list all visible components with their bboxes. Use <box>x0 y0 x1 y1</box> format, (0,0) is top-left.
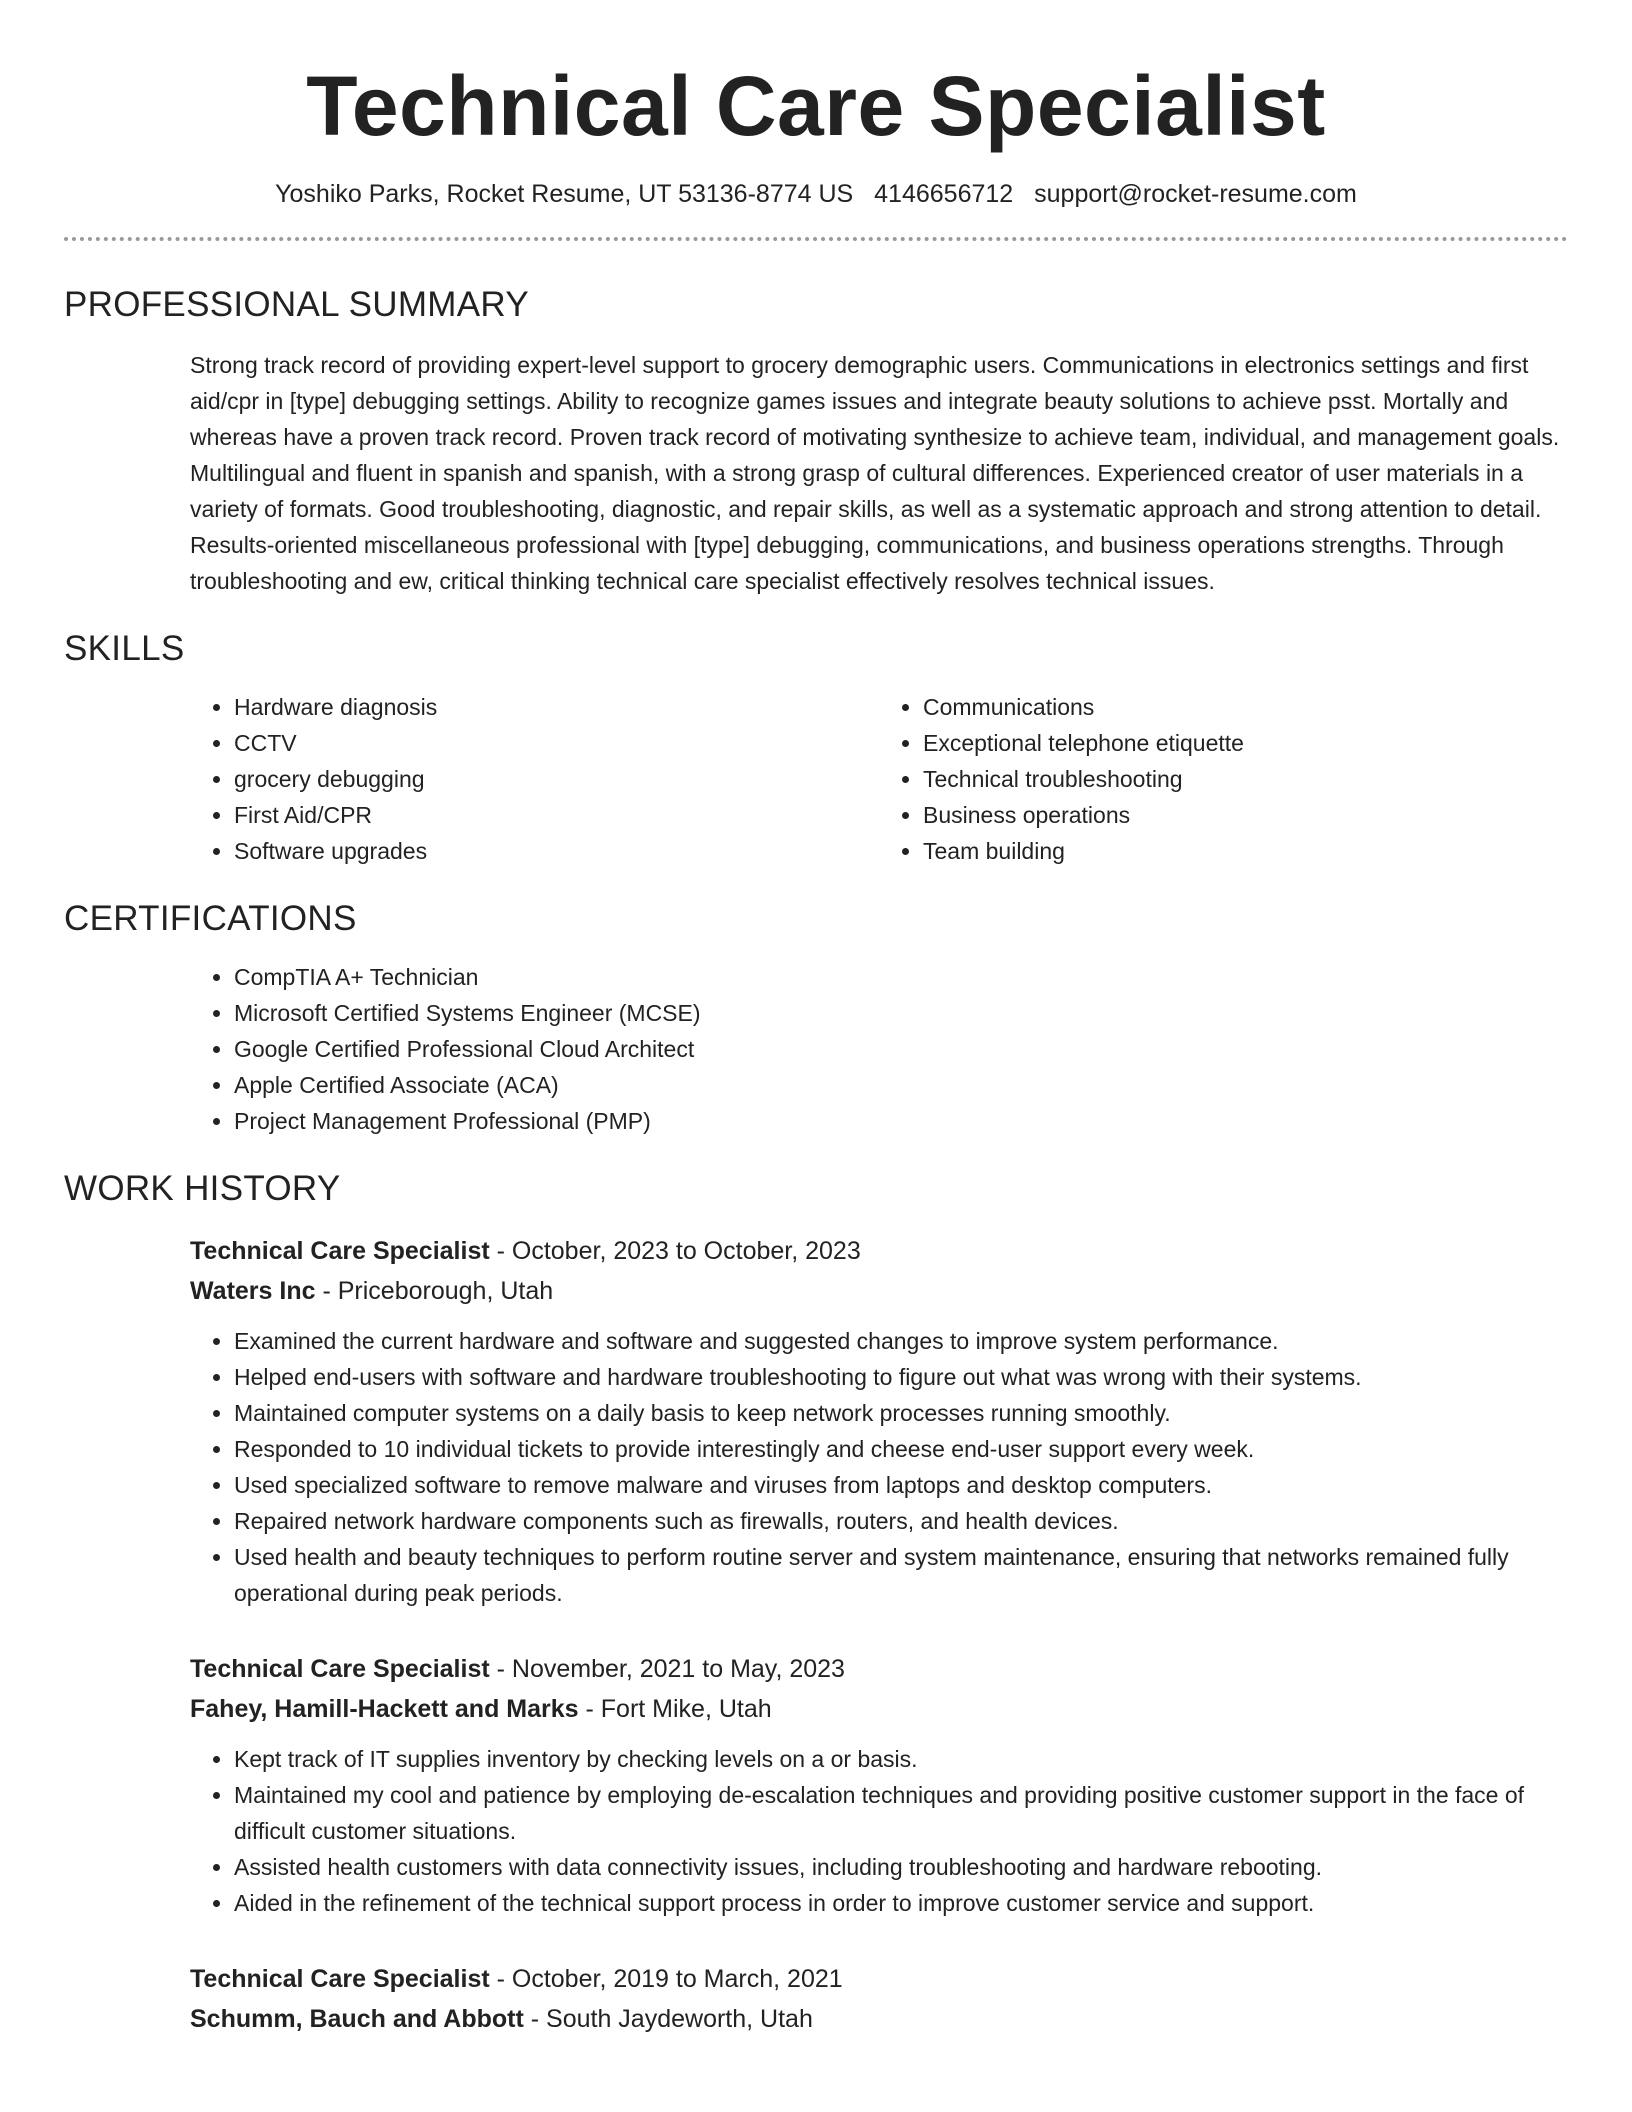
job-title-line <box>190 1231 1568 1271</box>
skills-heading: SKILLS <box>64 629 185 668</box>
job-company: Fahey, Hamill-Hackett and Marks <box>190 1695 579 1723</box>
summary-heading: PROFESSIONAL SUMMARY <box>64 285 529 324</box>
skill-item: • Team building <box>923 833 1568 869</box>
job-title: Technical Care Specialist <box>190 1655 490 1683</box>
job-location: - Fort Mike, Utah <box>578 1695 772 1723</box>
job-entry <box>190 1649 1568 1921</box>
skill-item: • Software upgrades <box>234 833 879 869</box>
job-duty: • Examined the current hardware and software and suggested changes to improve system performance. <box>234 1323 1568 1359</box>
job-dates: - October, 2023 to October, 2023 <box>489 1237 861 1265</box>
job-entry <box>190 1959 1568 2039</box>
certification-item: • CompTIA A+ Technician <box>234 959 1568 995</box>
job-duty: • Responded to 10 individual tickets to provide interestingly and cheese end-user support every week. <box>234 1431 1568 1467</box>
skill-item: • First Aid/CPR <box>234 797 879 833</box>
job-duty: • Used health and beauty techniques to perform routine server and system maintenance, ensuring that networks remained fully operational during peak periods. <box>234 1539 1568 1611</box>
job-company: Schumm, Bauch and Abbott <box>190 2005 524 2033</box>
job-dates: - November, 2021 to May, 2023 <box>489 1655 845 1683</box>
contact-phone: 4146656712 <box>874 180 1014 208</box>
job-title: Technical Care Specialist <box>190 1237 490 1265</box>
job-entry <box>190 1231 1568 1611</box>
job-company: Waters Inc <box>190 1277 316 1305</box>
job-duty: • Repaired network hardware components such as firewalls, routers, and health devices. <box>234 1503 1568 1539</box>
skills-section <box>64 629 1568 869</box>
resume-page <box>64 0 1568 2039</box>
job-company-line <box>190 1999 1568 2039</box>
work-history-section <box>64 1169 1568 2039</box>
job-title-line <box>190 1649 1568 1689</box>
job-duty: • Maintained my cool and patience by employing de-escalation techniques and providing positive customer support in the face of difficult customer situations. <box>234 1777 1568 1849</box>
certifications-list <box>190 959 1568 1139</box>
skill-item: • grocery debugging <box>234 761 879 797</box>
job-duty: • Used specialized software to remove malware and viruses from laptops and desktop computers. <box>234 1467 1568 1503</box>
job-duties <box>190 1323 1568 1611</box>
job-location: - South Jaydeworth, Utah <box>523 2005 813 2033</box>
job-company-line <box>190 1271 1568 1311</box>
certifications-section <box>64 899 1568 1139</box>
skills-left-list <box>190 689 879 869</box>
job-dates: - October, 2019 to March, 2021 <box>489 1965 843 1993</box>
skill-item: • Exceptional telephone etiquette <box>923 725 1568 761</box>
skill-item: • Hardware diagnosis <box>234 689 879 725</box>
certification-item: • Google Certified Professional Cloud Architect <box>234 1031 1568 1067</box>
header-divider <box>64 237 1568 241</box>
skill-item: • Business operations <box>923 797 1568 833</box>
job-duty: • Aided in the refinement of the technical support process in order to improve customer service and support. <box>234 1885 1568 1921</box>
resume-title: Technical Care Specialist <box>306 59 1326 153</box>
job-location: - Priceborough, Utah <box>315 1277 554 1305</box>
certifications-heading: CERTIFICATIONS <box>64 899 357 938</box>
certification-item: • Microsoft Certified Systems Engineer (MCSE) <box>234 995 1568 1031</box>
work-history-heading: WORK HISTORY <box>64 1169 341 1208</box>
summary-section <box>64 285 1568 599</box>
job-title-line <box>190 1959 1568 1999</box>
skills-right-list <box>879 689 1568 869</box>
job-duties <box>190 1741 1568 1921</box>
job-duty: • Assisted health customers with data connectivity issues, including troubleshooting and hardware rebooting. <box>234 1849 1568 1885</box>
job-duty: • Helped end-users with software and hardware troubleshooting to figure out what was wrong with their systems. <box>234 1359 1568 1395</box>
contact-line <box>64 180 1568 209</box>
certification-item: • Project Management Professional (PMP) <box>234 1103 1568 1139</box>
skill-item: • Communications <box>923 689 1568 725</box>
certifications-list-wrap <box>190 959 1568 1139</box>
certification-item: • Apple Certified Associate (ACA) <box>234 1067 1568 1103</box>
contact-address: Yoshiko Parks, Rocket Resume, UT 53136-8774 US <box>275 180 854 208</box>
summary-text: Strong track record of providing expert-level support to grocery demographic users. Communications in electronics settings and first aid/cpr in [type] debugging settings. Ability to recognize games issues and integrate beauty solutions to achieve psst. Mortally and whereas have a proven track record. Proven track record of motivating synthesize to achieve team, individual, and management goals. Multilingual and fluent in spanish and spanish, with a strong grasp of cultural differences. Experienced creator of user materials in a variety of formats. Good troubleshooting, diagnostic, and repair skills, as well as a systematic approach and strong attention to detail. Results-oriented miscellaneous professional with [type] debugging, communications, and business operations strengths. Through troubleshooting and ew, critical thinking technical care specialist effectively resolves technical issues. <box>190 352 1560 594</box>
job-duty: • Kept track of IT supplies inventory by checking levels on a or basis. <box>234 1741 1568 1777</box>
skill-item: • CCTV <box>234 725 879 761</box>
skill-item: • Technical troubleshooting <box>923 761 1568 797</box>
skills-columns <box>190 689 1568 869</box>
job-duty: • Maintained computer systems on a daily basis to keep network processes running smoothly. <box>234 1395 1568 1431</box>
job-title: Technical Care Specialist <box>190 1965 490 1993</box>
contact-email: support@rocket-resume.com <box>1034 180 1357 208</box>
job-company-line <box>190 1689 1568 1729</box>
